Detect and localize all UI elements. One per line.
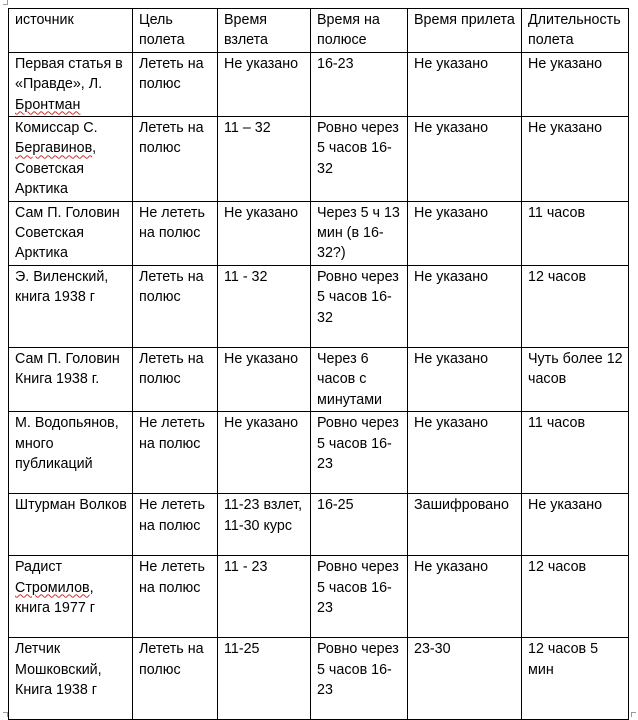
- cell-flight-duration: 11 часов: [522, 412, 629, 494]
- source-text: Штурман Волков: [15, 497, 127, 514]
- source-text: М. Водопьянов, много публикаций: [15, 415, 119, 472]
- cell-source: [9, 265, 133, 347]
- table-row: [9, 117, 629, 202]
- table-row: [9, 201, 629, 265]
- cell-takeoff-time: Не указано: [218, 201, 311, 265]
- table-row: [9, 347, 629, 411]
- header-flight-duration: Длительность полета: [522, 9, 629, 53]
- cell-pole-time: Через 6 часов с минутами: [311, 347, 408, 411]
- cell-takeoff-time: 11 - 23: [218, 556, 311, 638]
- cell-takeoff-time: 11-23 взлет, 11-30 курс: [218, 494, 311, 556]
- cell-source: [9, 347, 133, 411]
- cell-pole-time: 16-23: [311, 52, 408, 116]
- source-text: Комиссар С.: [15, 120, 98, 137]
- cell-goal: Лететь на полюс: [133, 52, 218, 116]
- source-text: Сам П. Головин Книга 1938 г.: [15, 350, 120, 388]
- cell-source: [9, 117, 133, 202]
- cell-flight-duration: 12 часов 5 мин: [522, 638, 629, 720]
- header-pole-time: Время на полюсе: [311, 9, 408, 53]
- cell-pole-time: Ровно через 5 часов 16-23: [311, 556, 408, 638]
- source-text: Летчик Мошковский, Книга 1938 г: [15, 641, 102, 698]
- cell-goal: Лететь на полюс: [133, 265, 218, 347]
- table-row: [9, 52, 629, 116]
- cell-source: [9, 52, 133, 116]
- cell-flight-duration: 12 часов: [522, 265, 629, 347]
- table-row: [9, 556, 629, 638]
- cell-goal: Не лететь на полюс: [133, 556, 218, 638]
- cell-pole-time: Ровно через 5 часов 16-23: [311, 638, 408, 720]
- cell-flight-duration: Не указано: [522, 52, 629, 116]
- source-text: , Советская Арктика: [15, 140, 97, 198]
- cell-takeoff-time: 11-25: [218, 638, 311, 720]
- cell-source: [9, 556, 133, 638]
- header-source: источник: [9, 9, 133, 53]
- cell-takeoff-time: 11 - 32: [218, 265, 311, 347]
- cell-takeoff-time: Не указано: [218, 347, 311, 411]
- cell-source: [9, 412, 133, 494]
- cell-flight-duration: Не указано: [522, 117, 629, 202]
- cell-takeoff-time: Не указано: [218, 52, 311, 116]
- header-arrival-time: Время прилета: [408, 9, 522, 53]
- spellcheck-marked-word: Бронтман: [15, 96, 81, 113]
- cell-pole-time: 16-25: [311, 494, 408, 556]
- flight-sources-table: [8, 8, 629, 720]
- table-row: [9, 412, 629, 494]
- cell-goal: Не лететь на полюс: [133, 412, 218, 494]
- cell-goal: Лететь на полюс: [133, 347, 218, 411]
- page-corner-mark: [3, 0, 8, 5]
- spellcheck-marked-word: Стромилов: [15, 579, 90, 596]
- cell-arrival-time: Не указано: [408, 117, 522, 202]
- cell-flight-duration: Чуть более 12 часов: [522, 347, 629, 411]
- cell-flight-duration: 11 часов: [522, 201, 629, 265]
- cell-takeoff-time: 11 – 32: [218, 117, 311, 202]
- source-text: Радист: [15, 559, 63, 576]
- cell-pole-time: Ровно через 5 часов 16-23: [311, 412, 408, 494]
- source-text: Э. Виленский, книга 1938 г: [15, 268, 109, 306]
- cell-flight-duration: Не указано: [522, 494, 629, 556]
- source-text: Первая статья в «Правде», Л.: [15, 55, 123, 93]
- cell-arrival-time: Не указано: [408, 556, 522, 638]
- cell-pole-time: Через 5 ч 13 мин (в 16-32?): [311, 201, 408, 265]
- source-text: , книга 1977 г: [15, 579, 95, 616]
- cell-arrival-time: Не указано: [408, 52, 522, 116]
- cell-pole-time: Ровно через 5 часов 16-32: [311, 117, 408, 202]
- cell-arrival-time: Не указано: [408, 347, 522, 411]
- cell-arrival-time: Не указано: [408, 412, 522, 494]
- cell-arrival-time: 23-30: [408, 638, 522, 720]
- cell-arrival-time: Не указано: [408, 265, 522, 347]
- cell-flight-duration: 12 часов: [522, 556, 629, 638]
- table-row: [9, 265, 629, 347]
- cell-source: [9, 201, 133, 265]
- source-text: Сам П. Головин Советская Арктика: [15, 204, 120, 262]
- cell-arrival-time: Не указано: [408, 201, 522, 265]
- cell-takeoff-time: Не указано: [218, 412, 311, 494]
- cell-goal: Лететь на полюс: [133, 117, 218, 202]
- cell-goal: Не лететь на полюс: [133, 201, 218, 265]
- cell-pole-time: Ровно через 5 часов 16-32: [311, 265, 408, 347]
- table-header-row: [9, 9, 629, 53]
- table-row: [9, 638, 629, 720]
- cell-goal: Не лететь на полюс: [133, 494, 218, 556]
- header-takeoff-time: Время взлета: [218, 9, 311, 53]
- table-row: [9, 494, 629, 556]
- spellcheck-marked-word: Бергавинов: [15, 140, 93, 157]
- cell-goal: Лететь на полюс: [133, 638, 218, 720]
- cell-arrival-time: Зашифровано: [408, 494, 522, 556]
- cell-source: [9, 494, 133, 556]
- page-corner-mark: [631, 712, 636, 717]
- header-goal: Цель полета: [133, 9, 218, 53]
- cell-source: [9, 638, 133, 720]
